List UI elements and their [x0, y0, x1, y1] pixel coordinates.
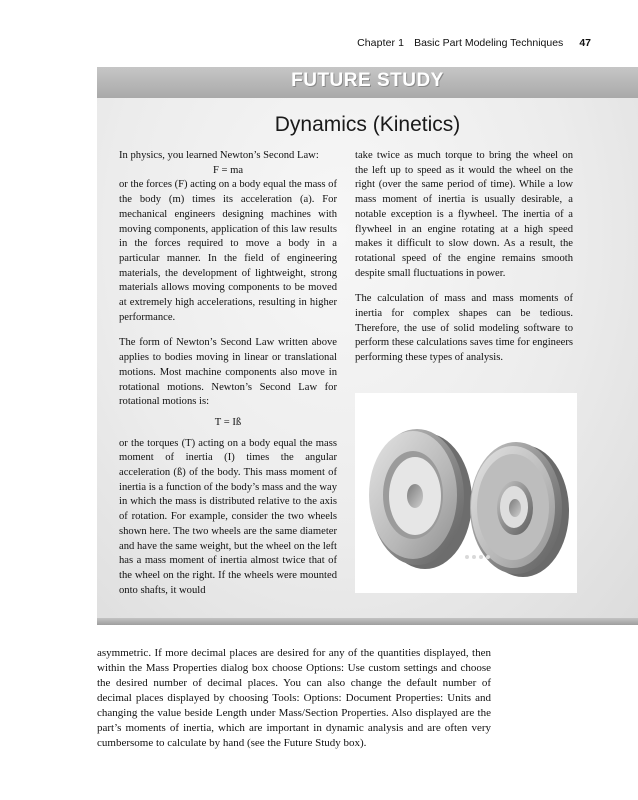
left-paragraph-3: The form of Newton’s Second Law written above applies to bodies moving in linear or translational motions. Most machine components also move in rotational motions. Newton’s Second Law for rotational motions is:: [119, 337, 337, 408]
box-title: Dynamics (Kinetics): [274, 113, 461, 136]
right-wheel: [470, 442, 569, 577]
wheels-illustration: [355, 393, 577, 593]
box-bottom-bar: [97, 618, 638, 625]
equation-force: F = ma: [212, 164, 244, 176]
left-column: [119, 149, 337, 598]
body-paragraph: asymmetric. If more decimal places are desired for any of the quantities displayed, then within the Mass Properties dialog box choose Options: Use custom settings and choose the desired number of decimal places. You can also change the default number of decimal places displayed by choosing Tools: Options: Document Properties: Units and changing the value beside Length under Mass/Section Properties. Also displayed are the part’s moments of inertia, which are important in dynamic analysis and are often very cumbersome to calculate by hand (see the Future Study box).: [97, 647, 491, 749]
running-header: [357, 37, 591, 49]
page-number: 47: [579, 37, 591, 49]
future-study-banner: [97, 67, 638, 98]
chapter-title: Basic Part Modeling Techniques: [414, 37, 564, 49]
banner-title: FUTURE STUDY: [291, 70, 444, 91]
left-paragraph-4: or the torques (T) acting on a body equal the mass moment of inertia (I) times the angular acceleration (ß) of the body. This mass moment of inertia is a function of the body’s mass and the way in which the mass is distributed relative to the axis of rotation. For example, consider the two wheels shown here. The two wheels are the same diameter and have the same weight, but the wheel on the left has a mass moment of inertia almost twice that of the wheel on the right. If the wheels were mounted onto shafts, it would: [119, 437, 337, 596]
left-paragraph-2: or the forces (F) acting on a body equal the mass of the body (m) times its acceleration (a). For mechanical engineers designing machines with moving components, application of this law results in the forces required to move a body in a particular manner. In the field of engineering materials, the development of lightweight, strong materials allows moving components to be moved at extremely high accelerations, resulting in higher performance.: [119, 179, 337, 323]
wheels-figure: [355, 393, 577, 593]
right-paragraph-1: take twice as much torque to bring the wheel on the left up to speed as it would the wheel on the right (over the same period of time). While a low mass moment of inertia is usually desirable, a notable exception is a flywheel. The inertia of a flywheel in an engine rotating at a high speed makes it difficult to slow down. As a result, the rotational speed of the engine remains smooth despite small fluctuations in power.: [355, 150, 573, 279]
right-column: [355, 149, 573, 366]
right-paragraph-2: The calculation of mass and mass moments of inertia for complex shapes can be tedious. Therefore, the use of solid modeling software to perform these calculations saves time for engineers performing these types of analysis.: [355, 293, 573, 364]
left-paragraph-1: In physics, you learned Newton’s Second Law:: [119, 150, 319, 161]
chapter-label: Chapter 1: [357, 37, 405, 49]
equation-torque: T = Iß: [214, 416, 242, 428]
left-wheel: [369, 429, 472, 569]
future-study-box: [97, 67, 638, 625]
